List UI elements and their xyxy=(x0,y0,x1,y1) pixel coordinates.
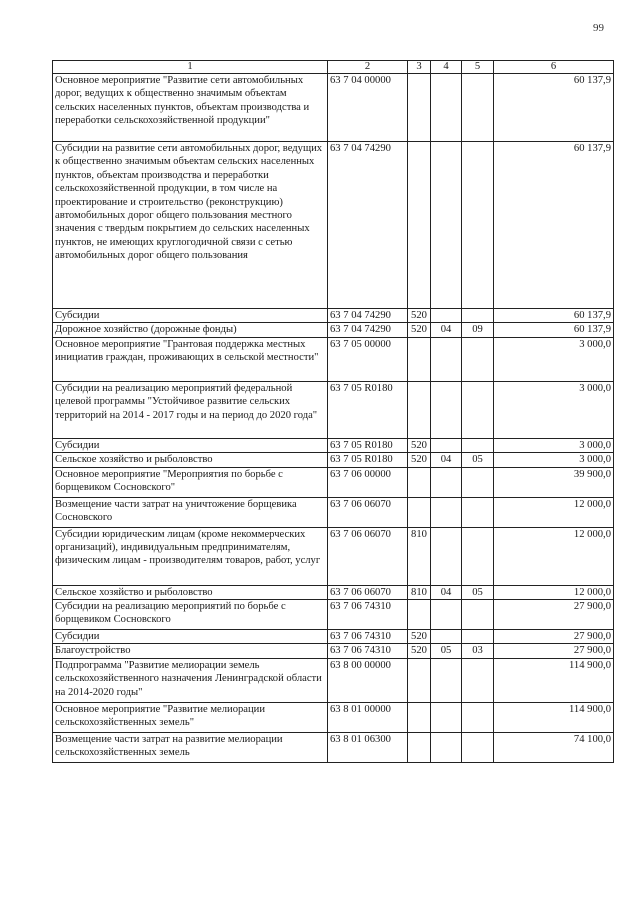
row-subsection: 09 xyxy=(462,323,494,337)
row-amount: 74 100,0 xyxy=(494,732,614,762)
row-amount: 3 000,0 xyxy=(494,337,614,381)
table-row xyxy=(53,702,614,732)
row-amount: 60 137,9 xyxy=(494,142,614,309)
row-name: Основное мероприятие "Развитие мелиорации сельскохозяйственных земель" xyxy=(53,702,328,732)
row-name: Основное мероприятие "Мероприятия по борьбе с борщевиком Сосновского" xyxy=(53,467,328,497)
table-row xyxy=(53,323,614,337)
row-target-code: 63 8 00 00000 xyxy=(328,658,408,702)
row-section xyxy=(431,74,462,142)
header-col-2: 2 xyxy=(328,61,408,74)
table-row xyxy=(53,142,614,309)
row-amount: 60 137,9 xyxy=(494,309,614,323)
header-row xyxy=(53,61,614,74)
row-section xyxy=(431,702,462,732)
row-expense-type: 520 xyxy=(408,309,431,323)
row-amount: 114 900,0 xyxy=(494,658,614,702)
row-expense-type: 520 xyxy=(408,644,431,658)
row-expense-type xyxy=(408,337,431,381)
row-section xyxy=(431,381,462,438)
row-subsection xyxy=(462,467,494,497)
row-section xyxy=(431,497,462,527)
budget-table xyxy=(52,60,614,763)
row-subsection xyxy=(462,74,494,142)
table-body xyxy=(53,74,614,763)
row-expense-type xyxy=(408,732,431,762)
row-expense-type: 810 xyxy=(408,527,431,585)
row-name: Основное мероприятие "Развитие сети автомобильных дорог, ведущих к общественно значимым объектам сельских населенных пунктов, объектам производства и переработки сельскохозяйственной продукции" xyxy=(53,74,328,142)
row-subsection: 03 xyxy=(462,644,494,658)
row-target-code: 63 7 04 00000 xyxy=(328,74,408,142)
row-name: Субсидии xyxy=(53,630,328,644)
header-col-1: 1 xyxy=(53,61,328,74)
row-expense-type xyxy=(408,142,431,309)
row-expense-type xyxy=(408,381,431,438)
table-row xyxy=(53,644,614,658)
row-amount: 3 000,0 xyxy=(494,438,614,452)
row-name: Субсидии xyxy=(53,309,328,323)
row-amount: 12 000,0 xyxy=(494,497,614,527)
row-amount: 39 900,0 xyxy=(494,467,614,497)
row-amount: 60 137,9 xyxy=(494,323,614,337)
table-row xyxy=(53,585,614,599)
row-expense-type xyxy=(408,600,431,630)
row-name: Подпрограмма "Развитие мелиорации земель сельскохозяйственного назначения Ленинградской области на 2014-2020 годы" xyxy=(53,658,328,702)
row-section xyxy=(431,600,462,630)
table-row xyxy=(53,600,614,630)
row-expense-type: 520 xyxy=(408,438,431,452)
row-subsection xyxy=(462,438,494,452)
row-amount: 12 000,0 xyxy=(494,585,614,599)
row-name: Благоустройство xyxy=(53,644,328,658)
table-row xyxy=(53,497,614,527)
row-name: Возмещение части затрат на уничтожение борщевика Сосновского xyxy=(53,497,328,527)
row-target-code: 63 7 06 74310 xyxy=(328,644,408,658)
row-subsection xyxy=(462,658,494,702)
row-subsection: 05 xyxy=(462,585,494,599)
table-header xyxy=(53,61,614,74)
row-section: 05 xyxy=(431,644,462,658)
header-col-3: 3 xyxy=(408,61,431,74)
row-subsection xyxy=(462,381,494,438)
row-name: Субсидии xyxy=(53,438,328,452)
row-name: Сельское хозяйство и рыболовство xyxy=(53,585,328,599)
row-subsection xyxy=(462,497,494,527)
row-subsection xyxy=(462,309,494,323)
row-section: 04 xyxy=(431,453,462,467)
table-row xyxy=(53,438,614,452)
row-target-code: 63 7 06 74310 xyxy=(328,600,408,630)
row-section xyxy=(431,467,462,497)
row-target-code: 63 7 05 00000 xyxy=(328,337,408,381)
table-row xyxy=(53,337,614,381)
row-section xyxy=(431,337,462,381)
row-target-code: 63 7 04 74290 xyxy=(328,309,408,323)
row-expense-type: 520 xyxy=(408,323,431,337)
row-subsection xyxy=(462,732,494,762)
row-amount: 27 900,0 xyxy=(494,644,614,658)
table-row xyxy=(53,630,614,644)
row-section xyxy=(431,142,462,309)
row-subsection xyxy=(462,630,494,644)
row-expense-type xyxy=(408,467,431,497)
row-section xyxy=(431,309,462,323)
table-row xyxy=(53,732,614,762)
row-amount: 12 000,0 xyxy=(494,527,614,585)
row-subsection xyxy=(462,600,494,630)
row-target-code: 63 7 05 R0180 xyxy=(328,453,408,467)
row-target-code: 63 7 06 74310 xyxy=(328,630,408,644)
table-row xyxy=(53,453,614,467)
row-subsection: 05 xyxy=(462,453,494,467)
row-subsection xyxy=(462,527,494,585)
table-row xyxy=(53,467,614,497)
table-row xyxy=(53,74,614,142)
row-expense-type: 520 xyxy=(408,453,431,467)
row-name: Основное мероприятие "Грантовая поддержка местных инициатив граждан, проживающих в сельской местности" xyxy=(53,337,328,381)
row-amount: 27 900,0 xyxy=(494,600,614,630)
row-section xyxy=(431,732,462,762)
row-name: Субсидии юридическим лицам (кроме некоммерческих организаций), индивидуальным предпринимателям, физическим лицам - производителям товаров, работ, услуг xyxy=(53,527,328,585)
row-subsection xyxy=(462,702,494,732)
row-name: Сельское хозяйство и рыболовство xyxy=(53,453,328,467)
row-target-code: 63 7 04 74290 xyxy=(328,323,408,337)
row-amount: 3 000,0 xyxy=(494,453,614,467)
page-number: 99 xyxy=(593,22,604,34)
row-expense-type: 520 xyxy=(408,630,431,644)
row-name: Субсидии на развитие сети автомобильных дорог, ведущих к общественно значимым объектам сельских населенных пунктов, объектам производства и переработки сельскохозяйственной продукции, в том числе на проектирование и строительство (реконструкцию) автомобильных дорог общего пользования местного значения с твердым покрытием до сельских населенных пунктов, не имеющих круглогодичной связи с сетью автомобильных дорог общего пользования xyxy=(53,142,328,309)
row-target-code: 63 7 06 06070 xyxy=(328,497,408,527)
row-amount: 114 900,0 xyxy=(494,702,614,732)
table-row xyxy=(53,309,614,323)
row-subsection xyxy=(462,337,494,381)
table-row xyxy=(53,527,614,585)
row-amount: 60 137,9 xyxy=(494,74,614,142)
table-row xyxy=(53,381,614,438)
row-target-code: 63 7 06 06070 xyxy=(328,527,408,585)
row-target-code: 63 7 06 00000 xyxy=(328,467,408,497)
row-section: 04 xyxy=(431,585,462,599)
row-expense-type xyxy=(408,658,431,702)
row-target-code: 63 7 04 74290 xyxy=(328,142,408,309)
table-row xyxy=(53,658,614,702)
row-section: 04 xyxy=(431,323,462,337)
row-section xyxy=(431,527,462,585)
row-name: Субсидии на реализацию мероприятий по борьбе с борщевиком Сосновского xyxy=(53,600,328,630)
row-amount: 3 000,0 xyxy=(494,381,614,438)
row-expense-type xyxy=(408,702,431,732)
row-subsection xyxy=(462,142,494,309)
row-section xyxy=(431,658,462,702)
row-name: Субсидии на реализацию мероприятий федеральной целевой программы "Устойчивое развитие сельских территорий на 2014 - 2017 годы и на период до 2020 года" xyxy=(53,381,328,438)
row-target-code: 63 7 06 06070 xyxy=(328,585,408,599)
row-expense-type xyxy=(408,74,431,142)
row-target-code: 63 7 05 R0180 xyxy=(328,381,408,438)
row-expense-type xyxy=(408,497,431,527)
row-target-code: 63 8 01 00000 xyxy=(328,702,408,732)
row-section xyxy=(431,630,462,644)
header-col-6: 6 xyxy=(494,61,614,74)
row-name: Возмещение части затрат на развитие мелиорации сельскохозяйственных земель xyxy=(53,732,328,762)
header-col-4: 4 xyxy=(431,61,462,74)
row-target-code: 63 8 01 06300 xyxy=(328,732,408,762)
row-expense-type: 810 xyxy=(408,585,431,599)
header-col-5: 5 xyxy=(462,61,494,74)
row-amount: 27 900,0 xyxy=(494,630,614,644)
row-name: Дорожное хозяйство (дорожные фонды) xyxy=(53,323,328,337)
row-section xyxy=(431,438,462,452)
row-target-code: 63 7 05 R0180 xyxy=(328,438,408,452)
